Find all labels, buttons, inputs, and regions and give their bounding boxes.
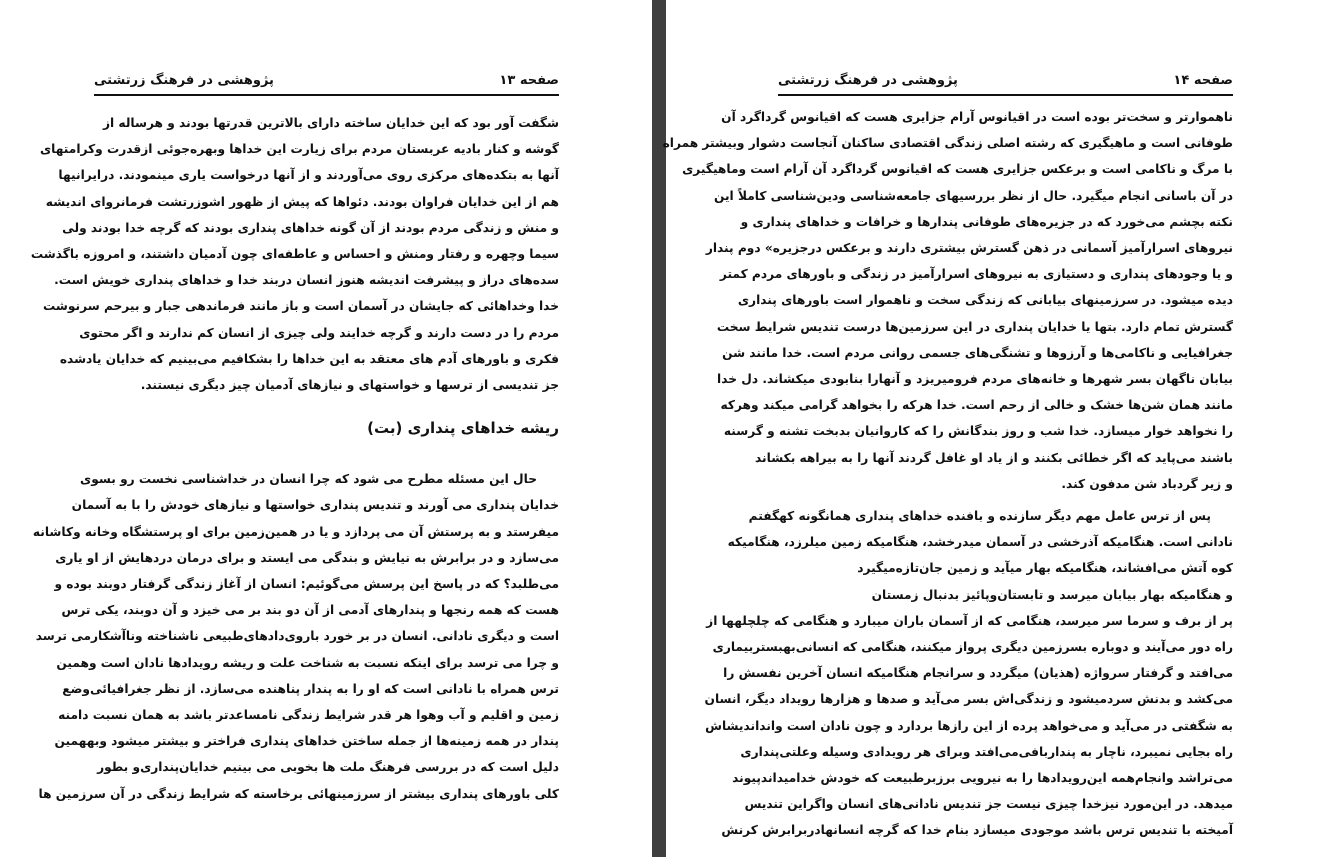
book-gutter <box>652 0 666 857</box>
text-line: باشند می‌پاید که اگر خطائی بکنند و از یاد او غافل گردند آنها را به بیراهه بکشاند <box>755 450 1233 465</box>
text-line: میدهد. در این‌مورد نیزخدا چیزی نیست جز تندیس نادانی‌های انسان واگراین تندیس <box>744 797 1233 812</box>
text-line: است و دیگری نادانی. انسان در بر خورد باروی‌دادهای‌طبیعی ناشناخته وناآشکارمی ترسد <box>35 629 559 644</box>
text-line: جز تندیسی از ترسها و خواستهای و نیازهای آدمیان چیز دیگری نیستند. <box>140 378 559 393</box>
text-line: خدا وخداهائی که جایشان در آسمان است و باز مانند فرماندهی جبار و بیرحم سرنوشت <box>43 299 559 314</box>
text-line: پندار در همه زمینه‌ها از جمله ساختن خداهای پنداری فراختر و بیشتر میشود وبههمین <box>54 734 559 749</box>
running-title: پژوهشی در فرهنگ زرتشتی <box>94 73 274 88</box>
text-line: حال این مسئله مطرح می شود که چرا انسان در خداشناسی نخست رو بسوی <box>80 472 537 487</box>
text-line: جغرافیایی و ناکامی‌ها و آرزوها و تشنگی‌های جسمی روانی مردم است. خدا مانند شن <box>722 345 1233 360</box>
text-line: بیابان ناگهان بسر شهرها و خانه‌های مردم فرومیریزد و آنهارا بنابودی میکشاند. دل خدا <box>717 372 1233 387</box>
running-title: پژوهشی در فرهنگ زرتشتی <box>778 73 958 88</box>
text-line: در آن باسانی انجام میگیرد. حال از نظر بررسیهای جامعه‌شناسی ودین‌شناسی کاملاً این <box>713 188 1233 203</box>
text-line: دیده میشود. در سرزمینهای بیابانی که زندگی سخت و ناهموار است باورهای پنداری <box>737 293 1233 308</box>
text-line: مانند همان شن‌ها خشک و خالی از رحم است. خدا هرکه را بخواهد گرامی میکند وهرکه <box>720 398 1233 413</box>
text-line: ترس همراه با نادانی است که او را به پندار پناهنده می‌سازد. از نظر جغرافیائی‌وضع <box>62 681 559 696</box>
page-number: صفحه ۱۳ <box>499 73 559 88</box>
text-line: پر از برف و سرما سر میرسد، هنگامی که از آسمان باران میبارد و هنگامی که چلچلهها از <box>706 613 1233 628</box>
text-line: زمین و اقلیم و آب وهوا هر قدر شرایط زندگی نامساعدتر باشد به همان نسبت دامنه <box>58 708 559 723</box>
text-line: گسترش تمام دارد. بتها یا خدایان پنداری در این سرزمین‌ها درست تندیس شرایط سخت <box>716 319 1233 334</box>
text-line: آمیخته با تندیس ترس باشد موجودی میسازد بنام خدا که گرچه انسانهادربرابرش کرنش <box>721 823 1233 838</box>
text-line: و زیر گردباد شن مدفون کند. <box>1061 476 1233 491</box>
text-line: و یا وجودهای پنداری و دستیازی به نیروهای اسرارآمیز در زندگی و باورهای مردم کمتر <box>719 267 1233 282</box>
text-line: به شگفتی در می‌آید و می‌خواهد پرده از این رازها بردارد و چون نادان است وانداندیشاش <box>705 718 1233 733</box>
page-header <box>778 66 1233 88</box>
text-line: نادانی است. هنگامیکه آذرخشی در آسمان میدرخشد، هنگامیکه زمین میلرزد، هنگامیکه <box>727 535 1233 550</box>
text-line: می‌کشد و بدنش سردمیشود و زندگی‌اش بسر می‌آید و صدها و هزارها رویداد دیگر، انسان <box>704 692 1233 707</box>
text-line: پس از ترس عامل مهم دیگر سازنده و بافنده خداهای پنداری همانگونه کهگفتم <box>748 509 1211 524</box>
text-line: خدایان پنداری می آورند و تندیس پنداری خواستها و نیازهای خودش را با به آسمان <box>71 498 559 513</box>
section-title: ریشه خداهای پنداری (بت) <box>367 419 559 438</box>
page-14 <box>662 0 1320 857</box>
text-line: مردم را در دست دارند و گرچه خدایند ولی چیزی از انسان کم ندارند و اگر محتوی <box>79 325 559 340</box>
text-line: می‌طلبد؟ که در پاسخ این پرسش می‌گوئیم: انسان از آغاز زندگی گرفتار دوبند بوده و <box>54 577 559 592</box>
text-line: راه بجایی نمیبرد، ناچار به پنداربافی‌می‌افتد وبرای هر رویدادی وسیله وعلتی‌پنداری <box>740 744 1233 759</box>
paragraph <box>704 503 1233 844</box>
text-line: نیروهای اسرارآمیز آسمانی در ذهن گسترش بیشتری دارند و برعکس درجزیره» دوم پندار <box>705 241 1233 256</box>
paragraph <box>30 110 559 398</box>
text-line: شگفت آور بود که این خدایان ساخته دارای بالاترین قدرتها بودند و هرساله از <box>103 116 559 130</box>
text-line: را نخواهد خوار میسازد. خدا شب و روز بندگانش را که کاروانیان بدبخت تشنه و گرسنه <box>723 424 1233 439</box>
paragraph <box>662 104 1233 497</box>
text-line: نکته بچشم می‌خورد که در جزیره‌های طوفانی پندارها و خرافات و خداهای پنداری و <box>740 214 1233 229</box>
text-line: ناهموارتر و سخت‌تر بوده است در اقیانوس آرام جزایری هست که اقیانوس گرداگرد آن <box>721 110 1233 124</box>
text-line: با مرگ و ناکامی است و برعکس جزایری هست که اقیانوس گرداگرد آن آرام است وماهیگیری <box>682 162 1233 177</box>
text-line: می‌افتد و گرفتار سرواژه (هذیان) میگردد و سرانجام هنگامیکه انسان آخرین نفسش را <box>723 666 1233 681</box>
text-line: راه دور می‌آیند و دوباره بسرزمین دیگری پرواز میکنند، هنگامی که انسانی‌بهبستر‌بیماری <box>712 640 1233 655</box>
paragraph <box>32 466 559 807</box>
text-line: طوفانی است و ماهیگیری که رشته اصلی زندگی اقتصادی ساکنان آنجاست دشوار وبیشتر همراه <box>662 136 1233 151</box>
text-line: هم از این خدایان فراوان بودند. دئواها که پیش از ظهور اشوزرتشت فرمانروای اندیشه <box>45 194 559 209</box>
text-line: می‌سازد و در برابرش به نیایش و بندگی می ایستد و برای درمان دردهایش از او یاری <box>55 550 559 565</box>
text-line: می‌تراشد وانجام‌همه این‌رویدادها را به نیرویی برزبرطبیعت که خودش خدامیداندپیوند <box>732 771 1233 786</box>
page-13 <box>0 0 652 857</box>
text-line: و منش و زندگی مردم بودند از آن گونه خدا‌های پنداری بودند که گرچه خدا بودند ولی <box>62 220 559 235</box>
text-line: سیما وچهره و رفتار ومنش و احساس و عاطفه‌ای چون آدمیان داشتند، و امروزه باگذشت <box>30 247 559 262</box>
header-rule <box>778 94 1233 96</box>
text-line: گوشه و کنار بادیه عربستان مردم برای زیارت این خداها وبهره‌جوئی ازقدرت وکرامتهای <box>40 142 559 157</box>
text-line: و چرا می ترسد برای اینکه نسبت به شناخت علت و ریشه رویدادها نادان است وهمین <box>56 655 559 670</box>
text-line: آنها به بتکده‌های مرکزی روی می‌آوردند و از آنها درخواست یاری مینمودند. درایرانیها <box>58 168 559 183</box>
text-line: هست که همه رنجها و پندارهای آدمی از آن دو بند بر می خیزد و آن دوبند، یکی ترس <box>61 603 559 618</box>
text-line: فکری و باورهای آدم های معتقد به این خداها را بشکافیم می‌بینیم که خدایان یادشده <box>59 351 559 366</box>
text-line: و هنگامیکه بهار بیابان میرسد و تابستان‌وپائیز بدنبال زمستان <box>871 587 1233 602</box>
text-line: میفرستد و به پرستش آن می پردازد و یا در همین‌زمین برای او پرستشگاه وخانه وکاشانه <box>32 524 559 539</box>
header-rule <box>94 94 559 96</box>
text-line: دلیل است که در بررسی فرهنگ ملت ها بخوبی می بینیم خدایان‌پنداری‌و بطور <box>97 760 559 775</box>
text-line: کلی باورهای پنداری بیشتر از سرزمینهائی برخاسته که شرایط زندگی در آن سرزمین ها <box>38 786 559 801</box>
text-line: سده‌های دراز و پیشرفت اندیشه هنوز انسان دربند خدا و خداهای پنداری خویش است. <box>54 273 559 288</box>
page-header <box>94 66 559 88</box>
page-body <box>30 110 559 807</box>
text-line: کوه آتش می‌افشاند، هنگامیکه بهار میآید و زمین جان‌تازه‌میگیرد <box>857 561 1233 576</box>
page-body <box>662 104 1233 844</box>
page-number: صفحه ۱۴ <box>1173 73 1233 88</box>
